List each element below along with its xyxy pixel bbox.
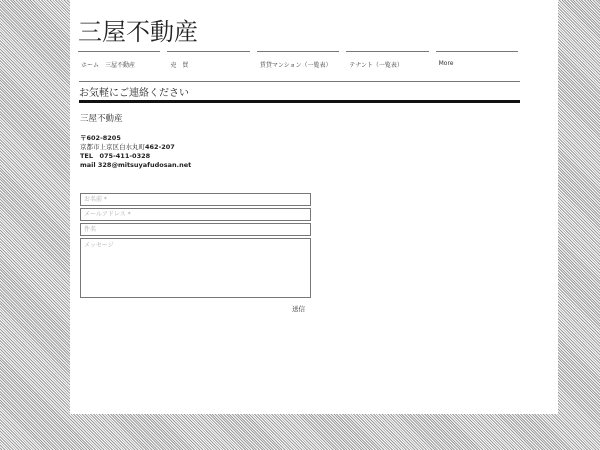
address-number: 462-207 — [145, 143, 175, 151]
email-input[interactable]: メールアドレス * — [80, 208, 311, 221]
nav-bar — [78, 51, 518, 74]
nav-home[interactable]: ホーム 三屋不動産 — [78, 51, 160, 74]
submit-button[interactable]: 送信 — [292, 305, 305, 313]
page — [70, 0, 558, 414]
nav-tenant[interactable]: テナント（一覧表） — [346, 51, 428, 74]
nav-more[interactable]: More — [436, 51, 518, 74]
email[interactable]: mail 328@mitsuyafudosan.net — [80, 161, 192, 169]
site-title[interactable]: 三屋不動産 — [78, 18, 198, 46]
postal-code: 〒602-8205 — [80, 134, 121, 142]
section-heading: お気軽にご連絡ください — [79, 88, 189, 99]
nav-rental[interactable]: 賃貸マンション（一覧表） — [257, 51, 339, 74]
name-input[interactable]: お名前 * — [80, 193, 311, 206]
divider-thick — [79, 100, 520, 103]
phone: TEL 075-411-0328 — [80, 152, 151, 160]
subject-input[interactable]: 件名 — [80, 223, 311, 236]
contact-info — [80, 134, 191, 170]
address: 京都市上京区白水丸町 — [80, 143, 145, 151]
divider — [79, 81, 520, 82]
nav-sales[interactable]: 売 買 — [167, 51, 249, 74]
message-textarea[interactable]: メッセージ — [80, 238, 311, 298]
company-name: 三屋不動産 — [80, 114, 123, 124]
